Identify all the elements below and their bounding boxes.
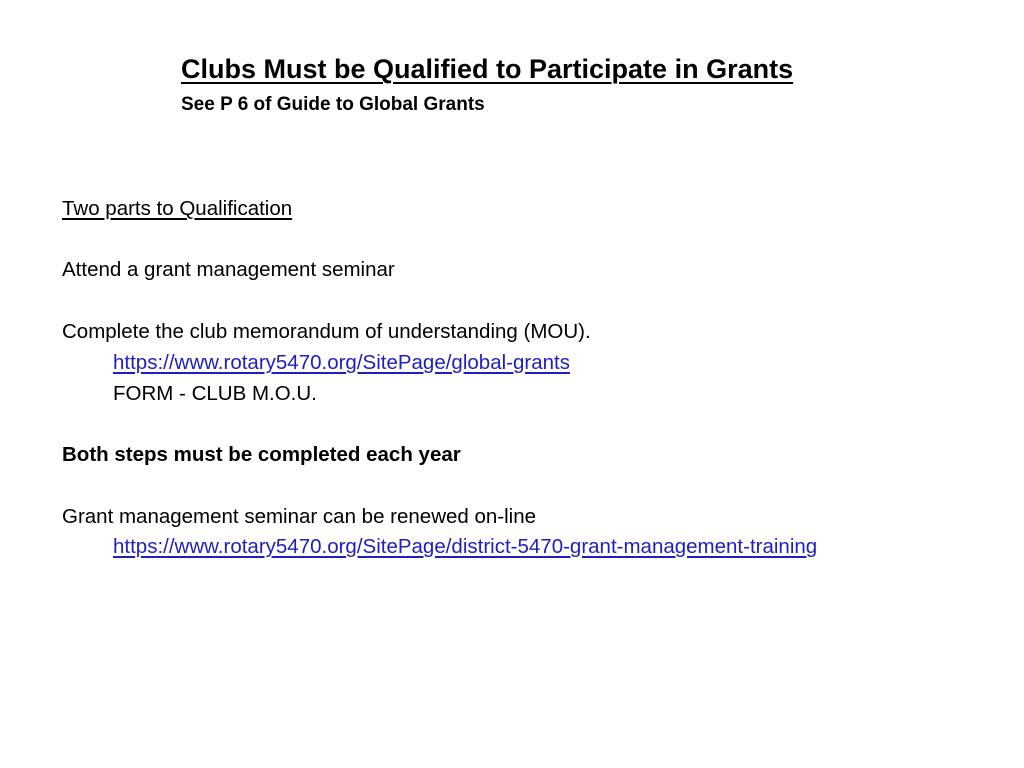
mou-form-label: FORM - CLUB M.O.U. xyxy=(113,382,317,405)
mou-link[interactable]: https://www.rotary5470.org/SitePage/global-grants xyxy=(113,351,570,374)
slide-title: Clubs Must be Qualified to Participate in Grants xyxy=(181,54,794,84)
renewal-text: Grant management seminar can be renewed on-line xyxy=(62,505,537,528)
step-two-text: Complete the club memorandum of understanding (MOU). xyxy=(62,320,591,343)
requirement-note: Both steps must be completed each year xyxy=(62,443,461,466)
step-one-text: Attend a grant management seminar xyxy=(62,258,395,281)
training-link[interactable]: https://www.rotary5470.org/SitePage/district-5470-grant-management-training xyxy=(113,535,818,558)
section-heading: Two parts to Qualification xyxy=(62,197,293,220)
slide-subtitle: See P 6 of Guide to Global Grants xyxy=(181,94,485,115)
